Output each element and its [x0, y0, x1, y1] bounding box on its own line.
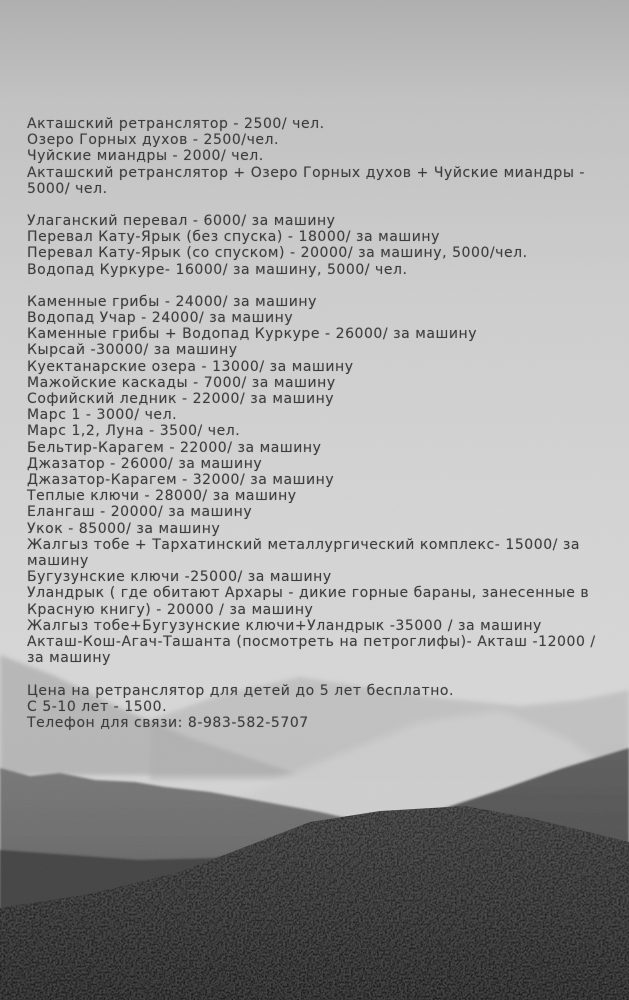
price-section [27, 213, 615, 278]
price-line-item: Чуйские миандры - 2000/ чел. [27, 148, 264, 165]
price-line-item: Марс 1 - 3000/ чел. [27, 407, 178, 424]
price-line-item: Бугузунские ключи -25000/ за машину [27, 569, 332, 586]
price-list [27, 116, 615, 747]
phone-number-line: Телефон для связи: 8-983-582-5707 [27, 714, 309, 731]
price-line-item: Озеро Горных духов - 2500/чел. [27, 132, 280, 149]
price-line-item: Джазатор-Карагем - 32000/ за машину [27, 472, 335, 489]
price-line-item: Софийский ледник - 22000/ за машину [27, 391, 335, 408]
price-line-item: Марс 1,2, Луна - 3500/ чел. [27, 423, 241, 440]
price-line-item: Цена на ретранслятор для детей до 5 лет бесплатно. [27, 682, 455, 699]
price-line-item: Уландрык ( где обитают Архары - дикие горные бараны, занесенные в Красную книгу) - 20000 / за машину [27, 585, 590, 618]
price-line-item: Акташский ретранслятор - 2500/ чел. [27, 116, 325, 132]
price-line-item: Каменные грибы - 24000/ за машину [27, 293, 317, 310]
price-section [27, 683, 615, 732]
price-line-item: Акташский ретранслятор + Озеро Горных духов + Чуйские миандры - 5000/ чел. [27, 164, 586, 197]
price-line-item: Перевал Кату-Ярык (со спуском) - 20000/ за машину, 5000/чел. [27, 245, 528, 262]
price-line-item: Теплые ключи - 28000/ за машину [27, 488, 297, 505]
price-line-item: Кырсай -30000/ за машину [27, 342, 238, 359]
price-line-item: Елангаш - 20000/ за машину [27, 504, 253, 521]
price-line-item: Водопад Куркуре- 16000/ за машину, 5000/ чел. [27, 261, 408, 278]
price-line-item: Каменные грибы + Водопад Куркуре - 26000/ за машину [27, 326, 478, 343]
price-line-item: Водопад Учар - 24000/ за машину [27, 310, 294, 327]
price-line-item: Джазатор - 26000/ за машину [27, 455, 263, 472]
price-line-item: Улаганский перевал - 6000/ за машину [27, 213, 336, 230]
price-line-item: Бельтир-Карагем - 22000/ за машину [27, 439, 322, 456]
price-line-item: Укок - 85000/ за машину [27, 520, 221, 537]
price-line-item: Жалгыз тобе+Бугузунские ключи+Уландрык -35000 / за машину [27, 617, 542, 634]
price-line-item: Мажойские каскады - 7000/ за машину [27, 374, 336, 391]
price-line-item: С 5-10 лет - 1500. [27, 698, 168, 715]
price-line-item: Акташ-Кош-Агач-Ташанта (посмотреть на петроглифы)- Акташ -12000 / за машину [27, 634, 596, 667]
price-line-item: Куектанарские озера - 13000/ за машину [27, 358, 354, 375]
price-section [27, 116, 615, 197]
price-section [27, 294, 615, 667]
price-line-item: Перевал Кату-Ярык (без спуска) - 18000/ за машину [27, 229, 440, 246]
price-line-item: Жалгыз тобе + Тархатинский металлургический комплекс- 15000/ за машину [27, 536, 581, 570]
